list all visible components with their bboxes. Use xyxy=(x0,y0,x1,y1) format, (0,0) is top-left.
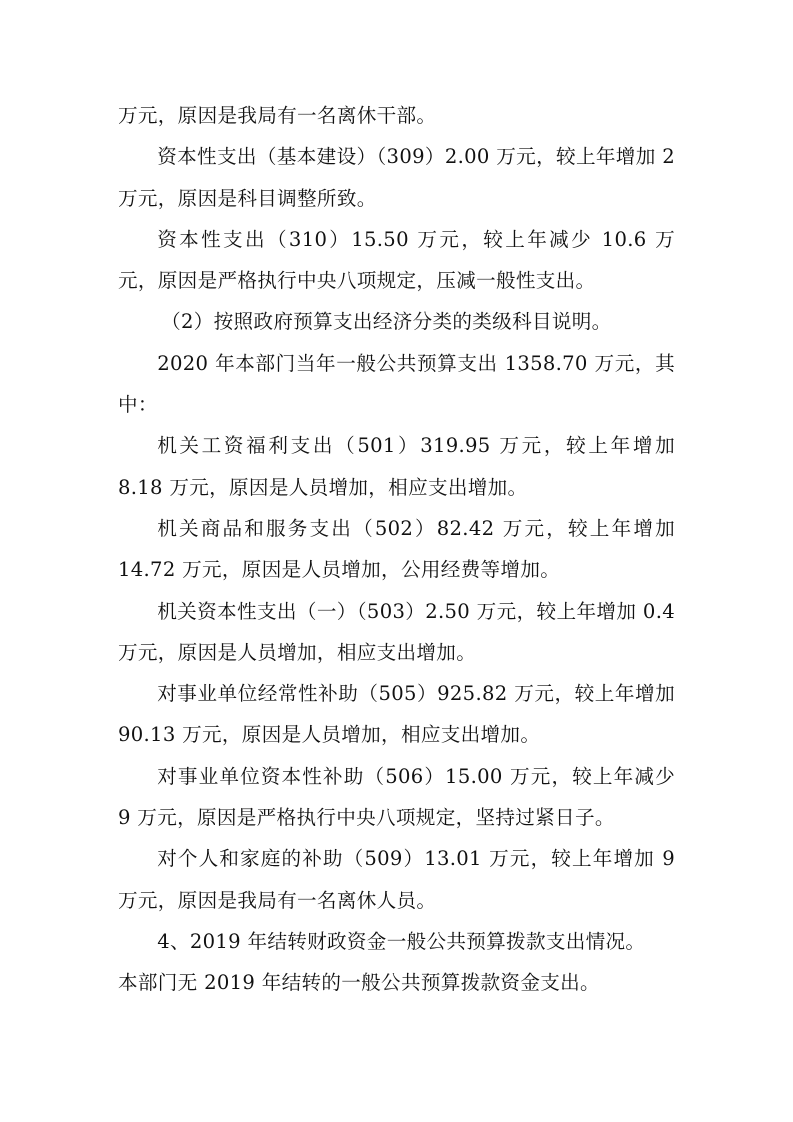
section-heading-carryover: 4、2019 年结转财政资金一般公共预算拨款支出情况。 xyxy=(157,929,646,953)
section-heading-economic-class: （2）按照政府预算支出经济分类的类级科目说明。 xyxy=(161,310,612,334)
paragraph-carryover-none: 本部门无 2019 年结转的一般公共预算拨款资金支出。 xyxy=(118,971,600,995)
paragraph-total-expenditure: 2020 年本部门当年一般公共预算支出 1358.70 万元，其中： xyxy=(118,351,675,417)
paragraph-retiree-note: 万元，原因是我局有一名离休干部。 xyxy=(118,104,437,127)
paragraph-item-503: 机关资本性支出（一）（503）2.50 万元，较上年增加 0.4 万元，原因是人员增加，相应支出增加。 xyxy=(118,599,675,664)
paragraph-item-505: 对事业单位经常性补助（505）925.82 万元，较上年增加 90.13 万元，原因是人员增加，相应支出增加。 xyxy=(118,682,675,747)
paragraph-capital-310: 资本性支出（310）15.50 万元，较上年减少 10.6 万元，原因是严格执行中央八项规定，压减一般性支出。 xyxy=(118,227,675,293)
paragraph-item-501: 机关工资福利支出（501）319.95 万元，较上年增加 8.18 万元，原因是人员增加，相应支出增加。 xyxy=(118,434,675,499)
paragraph-item-506: 对事业单位资本性补助（506）15.00 万元，较上年减少 9 万元，原因是严格执行中央八项规定，坚持过紧日子。 xyxy=(118,764,675,830)
paragraph-item-509: 对个人和家庭的补助（509）13.01 万元，较上年增加 9 万元，原因是我局有一名离休人员。 xyxy=(118,847,675,912)
paragraph-capital-309: 资本性支出（基本建设）（309）2.00 万元，较上年增加 2 万元，原因是科目调整所致。 xyxy=(118,145,675,210)
paragraph-item-502: 机关商品和服务支出（502）82.42 万元，较上年增加 14.72 万元，原因是人员增加，公用经费等增加。 xyxy=(118,516,675,582)
